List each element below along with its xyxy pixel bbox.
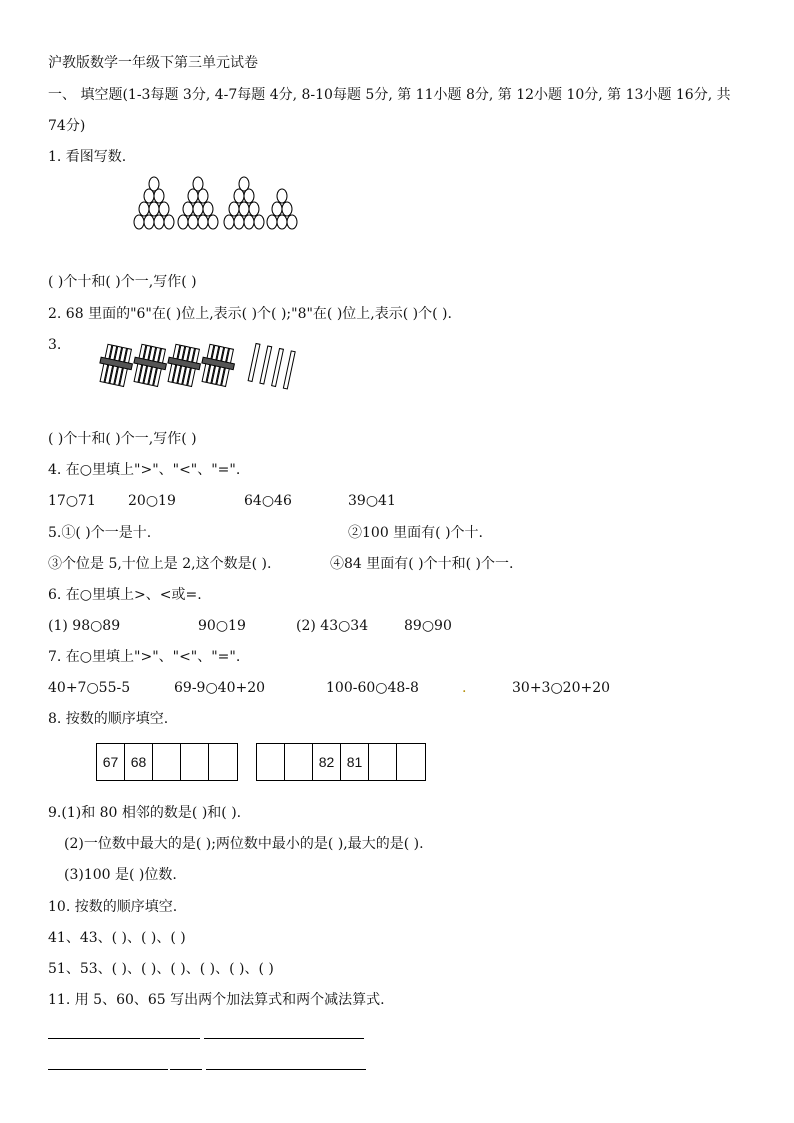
sequence-cell[interactable] — [153, 744, 181, 780]
question-7-item-2: 69-9○40+20 — [174, 680, 266, 696]
page-title: 沪教版数学一年级下第三单元试卷 — [48, 55, 258, 71]
answer-line[interactable] — [48, 1069, 168, 1070]
question-3-answer: ( )个十和( )个一,写作( ) — [48, 431, 197, 447]
question-6-label: 6. 在○里填上>、<或=. — [48, 587, 202, 603]
sequence-cell: 81 — [341, 744, 369, 780]
question-10-row-1: 41、43、( )、( )、( ) — [48, 930, 186, 946]
question-6-item-1: (1) 98○89 — [48, 618, 121, 634]
question-5-item-2: ②100 里面有( )个十. — [348, 525, 483, 541]
answer-line[interactable] — [48, 1038, 200, 1039]
question-4-item-2: 20○19 — [128, 493, 176, 509]
question-4-label: 4. 在○里填上">"、"<"、"=". — [48, 462, 241, 478]
sequence-cell[interactable] — [397, 744, 425, 780]
sequence-cell[interactable] — [209, 744, 237, 780]
question-7-item-3: 100-60○48-8 — [326, 680, 419, 696]
question-7-item-4: 30+3○20+20 — [512, 680, 611, 696]
question-5-item-3: ③个位是 5,十位上是 2,这个数是( ). — [48, 556, 272, 572]
question-11-label: 11. 用 5、60、65 写出两个加法算式和两个减法算式. — [48, 992, 385, 1008]
question-6-item-2: 90○19 — [198, 618, 246, 634]
question-4-item-4: 39○41 — [348, 493, 396, 509]
question-9-item-1: 9.(1)和 80 相邻的数是( )和( ). — [48, 805, 242, 821]
question-2-text: 2. 68 里面的"6"在( )位上,表示( )个( );"8"在( )位上,表示( )个( ). — [48, 306, 452, 322]
question-5-item-1: 5.①( )个一是十. — [48, 525, 152, 541]
question-8-label: 8. 按数的顺序填空. — [48, 711, 169, 727]
question-3-label: 3. — [48, 337, 62, 353]
question-5-item-4: ④84 里面有( )个十和( )个一. — [330, 556, 514, 572]
answer-line[interactable] — [206, 1069, 366, 1070]
question-7-dot: . — [462, 680, 467, 696]
stick-bundles-image — [96, 340, 310, 390]
question-7-label: 7. 在○里填上">"、"<"、"=". — [48, 649, 241, 665]
question-6-item-4: 89○90 — [404, 618, 452, 634]
question-1-label: 1. 看图写数. — [48, 149, 127, 165]
question-7-item-1: 40+7○55-5 — [48, 680, 131, 696]
sequence-cell[interactable] — [285, 744, 313, 780]
question-4-item-3: 64○46 — [244, 493, 292, 509]
section-heading: 一、 填空题(1-3每题 3分, 4-7每题 4分, 8-10每题 5分, 第 11小题 8分, 第 12小题 10分, 第 13小题 16分, 共 74分) — [48, 87, 731, 134]
sequence-cell: 67 — [97, 744, 125, 780]
sequence-cell[interactable] — [257, 744, 285, 780]
sequence-cell: 82 — [313, 744, 341, 780]
circle-pyramids-image — [132, 172, 302, 234]
sequence-cell[interactable] — [369, 744, 397, 780]
number-sequence-box-2 — [256, 743, 426, 781]
sequence-cell[interactable] — [181, 744, 209, 780]
question-4-item-1: 17○71 — [48, 493, 96, 509]
question-1-answer: ( )个十和( )个一,写作( ) — [48, 274, 197, 290]
number-sequence-box-1 — [96, 743, 238, 781]
question-9-item-3: (3)100 是( )位数. — [64, 867, 177, 883]
question-10-row-2: 51、53、( )、( )、( )、( )、( )、( ) — [48, 961, 274, 977]
answer-line[interactable] — [204, 1038, 364, 1039]
sequence-cell: 68 — [125, 744, 153, 780]
answer-line[interactable] — [170, 1069, 202, 1070]
question-6-item-3: (2) 43○34 — [296, 618, 369, 634]
question-10-label: 10. 按数的顺序填空. — [48, 899, 178, 915]
question-9-item-2: (2)一位数中最大的是( );两位数中最小的是( ),最大的是( ). — [64, 836, 424, 852]
